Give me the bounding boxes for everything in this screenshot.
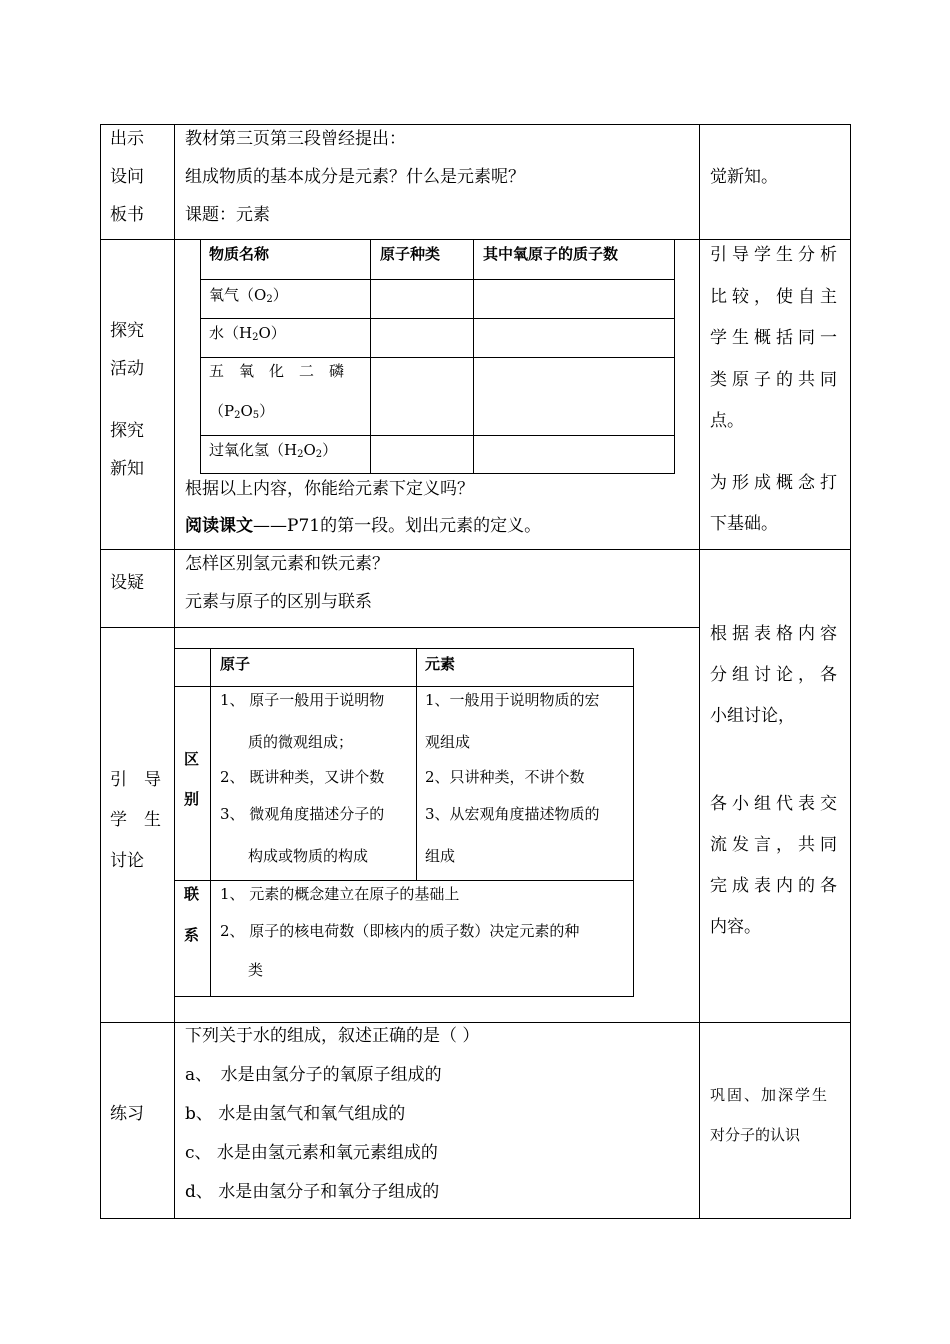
content-line: 元素与原子的区别与联系 — [185, 592, 372, 612]
link-label: 系 — [184, 926, 200, 944]
teaching-note: 点。 — [710, 411, 744, 431]
row-label: 探究 — [110, 421, 144, 441]
content-line: 教材第三页第三段曾经提出： — [185, 129, 406, 149]
practice-option: b、 水是由氢气和氧气组成的 — [185, 1104, 406, 1124]
row-label: 活动 — [110, 359, 144, 379]
substance-formula: $(P_2O_5)$ — [209, 402, 275, 421]
link-point: 1、 元素的概念建立在原子的基础上 — [220, 885, 460, 903]
teaching-note: 完成表内的各 — [710, 876, 842, 896]
column-header-element: 元素 — [425, 655, 456, 673]
substance-name: 五 氧 化 二 磷 — [209, 362, 345, 380]
teaching-note: 内容。 — [710, 917, 761, 937]
atom-point: 构成或物质的构成 — [248, 847, 369, 865]
row-label: 设问 — [110, 167, 144, 187]
table-header: 原子种类 — [380, 245, 441, 263]
substance-name: 氧气$(O_2)$ — [209, 286, 288, 305]
practice-option: a、 水是由氢分子的氧原子组成的 — [185, 1065, 442, 1085]
diff-label: 区 — [184, 750, 200, 768]
element-point: 1、一般用于说明物质的宏 — [425, 691, 600, 709]
teaching-note: 对分子的认识 — [710, 1126, 801, 1144]
teaching-note: 引导学生分析 — [710, 245, 842, 265]
table-header: 物质名称 — [209, 245, 270, 263]
teaching-note: 为形成概念打 — [710, 473, 842, 493]
teaching-note: 比较，使自主 — [710, 287, 842, 307]
practice-option: d、 水是由氢分子和氧分子组成的 — [185, 1182, 440, 1202]
row-label: 学 生 — [110, 810, 161, 830]
row-label: 引 导 — [110, 770, 161, 790]
practice-question: 下列关于水的组成，叙述正确的是（ ） — [185, 1026, 480, 1046]
row-label: 设疑 — [110, 573, 144, 593]
question-text: 根据以上内容，你能给元素下定义吗？ — [185, 479, 474, 499]
teaching-note: 小组讨论， — [710, 706, 795, 726]
element-point: 3、从宏观角度描述物质的 — [425, 805, 600, 823]
teaching-note: 学生概括同一 — [710, 328, 842, 348]
substance-name: 水$(H_2O)$ — [209, 324, 286, 343]
link-point: 2、 原子的核电荷数（即核内的质子数）决定元素的种 — [220, 922, 580, 940]
element-point: 观组成 — [425, 733, 471, 751]
reading-instruction: 阅读课文——P71的第一段。划出元素的定义。 — [185, 516, 542, 536]
teaching-note: 分组讨论，各 — [710, 665, 842, 685]
teaching-note: 流发言，共同 — [710, 835, 842, 855]
practice-option: c、 水是由氢元素和氧元素组成的 — [185, 1143, 438, 1163]
teaching-note: 下基础。 — [710, 514, 778, 534]
atom-point: 1、 原子一般用于说明物 — [220, 691, 385, 709]
row-label: 出示 — [110, 129, 144, 149]
teaching-note: 根据表格内容 — [710, 624, 842, 644]
row-label: 练习 — [110, 1104, 144, 1124]
content-line: 怎样区别氢元素和铁元素？ — [185, 554, 389, 574]
row-label: 讨论 — [110, 851, 144, 871]
row-label: 新知 — [110, 459, 144, 479]
atom-point: 质的微观组成； — [248, 733, 354, 751]
teaching-note: 觉新知。 — [710, 167, 778, 187]
content-line: 组成物质的基本成分是元素？什么是元素呢？ — [185, 167, 525, 187]
link-label: 联 — [184, 885, 200, 903]
teaching-note: 各小组代表交 — [710, 794, 842, 814]
teaching-note: 类原子的共同 — [710, 370, 842, 390]
row-label: 探究 — [110, 321, 144, 341]
table-header: 其中氧原子的质子数 — [483, 245, 619, 263]
atom-point: 3、 微观角度描述分子的 — [220, 805, 385, 823]
teaching-note: 巩固、加深学生 — [710, 1086, 830, 1104]
element-point: 2、只讲种类，不讲个数 — [425, 768, 585, 786]
substance-name: 过氧化氢$(H_2O_2)$ — [209, 441, 338, 460]
diff-label: 别 — [184, 790, 200, 808]
column-header-atom: 原子 — [220, 655, 251, 673]
element-point: 组成 — [425, 847, 456, 865]
atom-point: 2、 既讲种类，又讲个数 — [220, 768, 385, 786]
link-point: 类 — [248, 961, 264, 979]
row-label: 板书 — [110, 205, 144, 225]
lesson-title: 课题：元素 — [185, 205, 270, 225]
